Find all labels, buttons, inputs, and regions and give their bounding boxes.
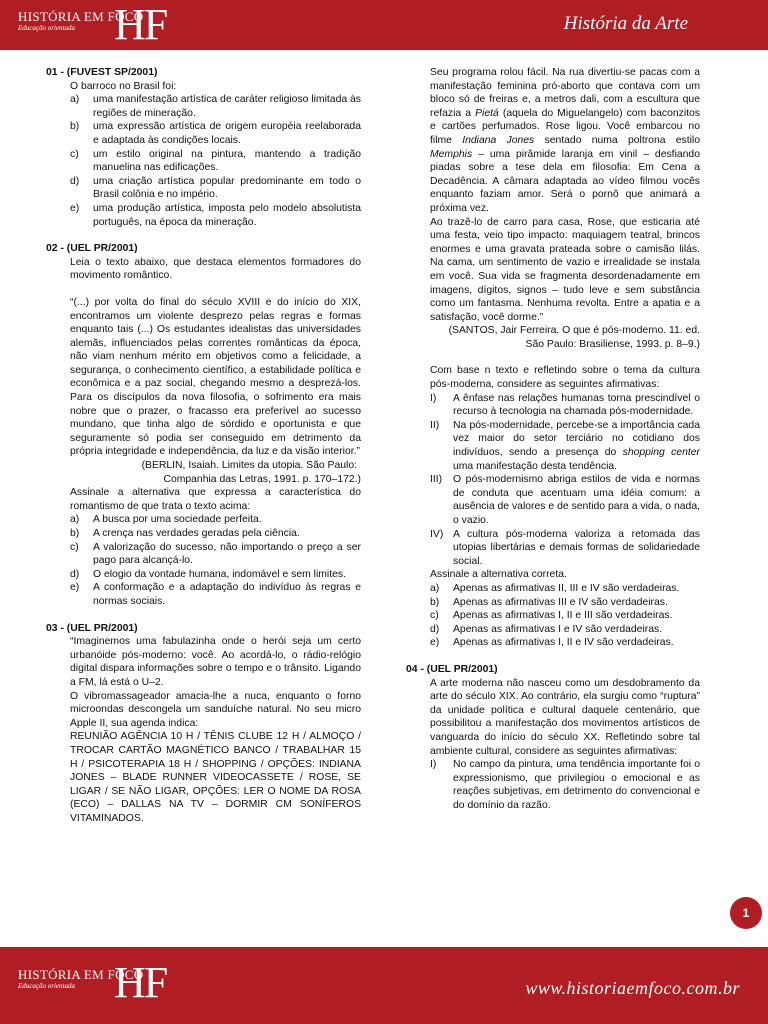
page-number-badge: 1 [730,897,762,929]
question-4-stem: A arte moderna não nasceu como um desdobramento da arte do século XIX. Ao contrário, ela surgiu como “ruptura” da unidade política e cultural daquele centenário, que possibilitou a manifestação dos movimentos artísticos de vanguarda do início do século XX. Refletindo sobre tal ambiente cultural, considere as seguintes afirmativas: [430,677,700,757]
question-3-agenda: REUNIÃO AGÊNCIA 10 H / TÊNIS CLUBE 12 H / ALMOÇO / TROCAR CARTÃO MAGNÉTICO BANCO / TRABALHAR 15 H / PSICOTERAPIA 18 H / SHOPPING / OPÇÕES: INDIANA JONES – BLADE RUNNER VIDEOCASSETE / ROSE, SE LIGAR / SE NÃO LIGAR, OPÇÕES: LER O NOME DA ROSA (ECO) – DALLAS NA TV – DORMIR CM SONÍFEROS VITAMINADOS. [70,731,361,824]
question-4-heading: 04 - (UEL PR/2001) [406,663,498,675]
statement: II) Na pós-modernidade, percebe-se a importância cada vez maior do setor terciário no cotidiano dos indivíduos, sendo a presença do shopping center uma manifestação desta tendência. [430,419,700,472]
option: b) A crença nas verdades geradas pela ciência. [70,528,300,539]
footer-brand-tagline: Educação orientada [18,982,75,990]
header-brand [18,0,167,49]
question-3-statements [430,392,700,569]
footer-brand [18,958,167,1007]
option: d) O elogio da vontade humana, indomável e sem limites. [70,568,346,580]
option: e) Apenas as afirmativas I, II e IV são verdadeiras. [430,637,674,649]
question-3-text-p2: O vibromassageador amacia-lhe a nuca, enquanto o forno microondas descongela um sanduíche natural. No seu micro Apple II, sua agenda indica: [70,690,361,729]
left-column [46,66,361,825]
question-3-answer-prompt: Assinale a alternativa correta. [430,569,567,581]
brand-tagline: Educação orientada [18,24,75,32]
brand-name: HISTÓRIA EM FOCO [18,9,144,24]
statement: I) No campo da pintura, uma tendência importante foi o expressionismo, que privilegiou o emocional e as reações subjetivas, em detrimento do convencional e do domínio da razão. [430,759,700,811]
statement: I) A ênfase nas relações humanas torna prescindível o recurso à tecnologia na chamada pós-modernidade. [430,392,700,418]
question-1-heading: 01 - (FUVEST SP/2001) [46,67,158,78]
option: d) Apenas as afirmativas I e IV são verdadeiras. [430,623,663,635]
option: c) A valorização do sucesso, não importando o preço a ser pago para alcançá-lo. [70,541,361,567]
footer-brand-name: HISTÓRIA EM FOCO [18,967,144,982]
question-1-stem: O barroco no Brasil foi: [70,80,177,92]
option: a) Apenas as afirmativas II, III e IV são verdadeiras. [430,582,680,594]
option: d) uma criação artística popular predominante em todo o Brasil colônia e no império. [70,175,361,201]
question-2-intro: Leia o texto abaixo, que destaca elementos formadores do movimento romântico. [70,256,361,282]
option: a) A busca por uma sociedade perfeita. [70,514,262,526]
statement: III) O pós-modernismo abriga estilos de vida e normas de conduta que acentuam uma idéia comum: a ausência de valores e de sentido para a vida, o nada, o vazio. [430,474,700,526]
statement: IV) A cultura pós-moderna valoriza a retomada das utopias libertárias e demais formas de solidariedade social. [430,528,700,567]
option: c) Apenas as afirmativas I, II e III são verdadeiras. [430,610,673,622]
question-3-text-p5: Ao trazê-lo de carro para casa, Rose, que esticaria até uma festa, veio tipo impacto: maquiagem teatral, brincos enormes e uma gravata prateada sobre o camisão lilás. Na cama, um sentimento de vazio e irrealidade se instala em você. Sua vida se fragmenta desordenadamente em imagens, dígitos, signos – tudo leve e sem substância como um fantasma. Nenhuma revolta. Entre a apatia e a satisfação, você dorme.” [430,216,700,323]
option: b) Apenas as afirmativas III e IV são verdadeiras. [430,596,668,608]
option: e) uma produção artística, imposta pelo modelo absolutista português, na época da mineração. [70,202,361,228]
option: a) uma manifestação artística de caráter religioso limitada às regiões de mineração. [70,94,361,119]
question-2-options [46,513,361,608]
question-4-statements [430,758,700,812]
question-2-quote: “(...) por volta do final do século XVIII e do início do XIX, encontramos um violente desprezo pelas regras e formas enquanto tais (...) Os estudantes idealistas das universidades alemãs, influenciados pelas correntes românticas da época, não viam nenhum mérito em objetivos como a felicidade, a segurança, o conhecimento científico, a estabilidade política e econômica e a paz social, chegando mesmo a desprezá-los. Para os discípulos da nova filosofia, o sofrimento era mais nobre que o prazer, o fracasso era preferível ao sucesso mundano, que tinha algo de sórdido e oportunista e que seguramente só podia ser conseguido em detrimento da própria integridade e independência, da luz e da visão interior.” [70,296,361,458]
question-2-citation: (BERLIN, Isaiah. Limites da utopia. São Paulo: [141,460,357,472]
brand-logo-mark: HF [114,0,167,49]
question-3-citation: (SANTOS, Jair Ferreira. O que é pós-moderno. 11. ed. [448,325,700,337]
question-1-options [46,93,361,229]
question-3-text-p4: Seu programa rolou fácil. Na rua divertiu-se pacas com a manifestação feminina pró-aborto que contava com um bloco só de freiras e, a metros dali, com a escultura que refazia a Pietá (aquela do Miguelangelo) com baconzitos e cartões perfumados. Rose ligou. Você embarcou no filme Indiana Jones sentado numa poltrona estilo Memphis – uma pirâmide laranja em vinil – desfiando piadas sobre a tese dela em filosofia: Em Cena a Decadência. A câmara adaptada ao vídeo filmou vocês enquanto faziam amor. Será o pornô que animará a próxima vez. [430,67,700,214]
question-3-citation-cont: São Paulo: Brasiliense, 1993. p. 8–9.) [525,338,700,350]
question-2-citation-cont: Companhia das Letras, 1991. p. 170–172.) [163,473,361,485]
right-column [406,66,700,812]
option: b) uma expressão artística de origem européia reelaborada e adaptada às condições locais. [70,121,361,146]
option: e) A conformação e a adaptação do indivíduo às regras e normas sociais. [70,582,361,607]
question-3-heading: 03 - (UEL PR/2001) [46,622,138,634]
question-3-text-p1: “Imaginemos uma fabulazinha onde o herói seja um certo urbanóide pós-moderno: você. Ao acordá-lo, o rádio-relógio digital dispara informações sobre o tempo e o trânsito. Ligando a FM, lá está o U–2. [70,636,361,688]
question-3-options [430,582,700,650]
question-2-heading: 02 - (UEL PR/2001) [46,243,138,255]
footer-band [0,947,768,1024]
website-link[interactable]: www.historiaemfoco.com.br [525,978,740,998]
section-title: História da Arte [563,13,688,34]
option: c) um estilo original na pintura, mantendo a tradição manuelina nas edificações. [70,148,361,174]
header-band [0,0,768,50]
question-3-command: Com base n texto e refletindo sobre o tema da cultura pós-moderna, considere as seguintes afirmativas: [430,365,700,391]
question-2-command: Assinale a alternativa que expressa a característica do romantismo de que trata o texto acima: [70,487,361,512]
footer-brand-logo-mark: HF [114,958,167,1007]
